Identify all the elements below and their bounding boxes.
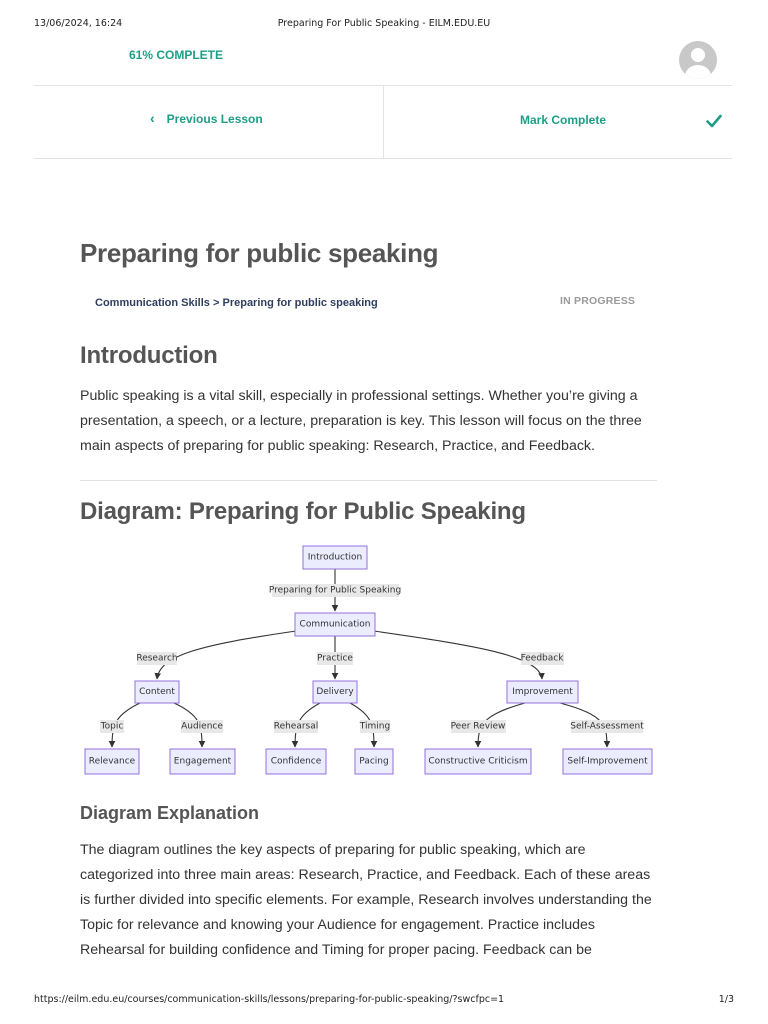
print-footer [0, 994, 768, 1008]
edge-label-rehearsal [274, 720, 319, 733]
lesson-nav-bar [34, 85, 732, 159]
edge-label-rehearsal-text: Rehearsal [273, 721, 319, 732]
status-badge: IN PROGRESS [560, 295, 636, 307]
mark-complete-button[interactable]: Mark Complete [520, 113, 607, 127]
node-relevance-text: Relevance [88, 756, 136, 767]
avatar[interactable] [679, 41, 717, 79]
edge-label-practice [317, 652, 353, 665]
node-engagement-text: Engagement [173, 756, 232, 767]
checkmark-icon[interactable] [706, 114, 722, 128]
avatar-body-shape [685, 65, 711, 79]
node-self-improvement-text: Self-Improvement [567, 756, 648, 767]
node-improvement-text: Improvement [512, 687, 573, 697]
node-pacing-text: Pacing [359, 756, 389, 767]
node-communication-text: Communication [299, 619, 371, 630]
progress-label: 61% COMPLETE [129, 48, 224, 62]
node-engagement [170, 749, 235, 774]
edge-label-feedback [521, 652, 565, 665]
edge-label-prep-text: Preparing for Public Speaking [268, 585, 402, 596]
node-self-improvement [563, 749, 652, 774]
introduction-text: Public speaking is a vital skill, especially in professional settings. Whether you’re giving a presentation, a speech, or a lecture, preparation is key. This lesson will focus on the three main aspects of preparing for public speaking: Research, Practice, and Feedback. [80, 388, 642, 454]
node-relevance [85, 749, 139, 774]
edge-communication-content [157, 631, 296, 679]
node-communication [295, 613, 375, 636]
node-improvement [507, 681, 578, 703]
edge-label-feedback-text: Feedback [520, 653, 564, 664]
avatar-head-shape [691, 48, 705, 62]
print-url: https://eilm.edu.eu/courses/communication-skills/lessons/preparing-for-public-speaking/?swcfpc=1 [34, 994, 505, 1005]
print-title: Preparing For Public Speaking - EILM.EDU.EU [277, 18, 491, 29]
edge-label-research-text: Research [136, 653, 178, 664]
edge-label-self-assessment [570, 720, 644, 733]
edge-label-practice-text: Practice [317, 653, 353, 664]
breadcrumb [95, 297, 378, 309]
flow-diagram [80, 540, 680, 785]
breadcrumb-course-link[interactable]: Communication Skills [95, 297, 210, 309]
page-title: Preparing for public speaking [80, 238, 439, 268]
node-pacing [355, 749, 393, 774]
node-confidence-text: Confidence [270, 756, 322, 767]
node-delivery-text: Delivery [316, 687, 354, 697]
print-datetime: 13/06/2024, 16:24 [34, 18, 123, 29]
edge-label-timing-text: Timing [359, 721, 391, 732]
chevron-left-icon: ‹ [150, 110, 155, 126]
node-constructive-criticism-text: Constructive Criticism [428, 756, 528, 767]
nav-divider [383, 86, 384, 158]
node-introduction-text: Introduction [307, 552, 363, 563]
edge-label-peer-review-text: Peer Review [450, 721, 506, 732]
previous-lesson-label: Previous Lesson [166, 112, 263, 126]
edge-label-research [136, 652, 177, 665]
edge-label-topic [100, 720, 124, 733]
edge-label-audience [181, 720, 223, 733]
node-delivery [313, 681, 357, 703]
node-constructive-criticism [425, 749, 531, 774]
print-page-number: 1/3 [718, 994, 734, 1005]
node-content-text: Content [139, 687, 175, 697]
diagram-heading: Diagram: Preparing for Public Speaking [80, 498, 526, 525]
previous-lesson-button[interactable] [150, 111, 263, 127]
edge-label-timing [359, 720, 390, 733]
diagram-explanation-text: The diagram outlines the key aspects of preparing for public speaking, which are categorized into three main areas: Research, Practice, and Feedback. Each of these areas is further divided into specific elements. For example, Research involves understanding the Topic for relevance and knowing your Audience for engagement. Practice includes Rehearsal for building confidence and Timing for proper pacing. Feedback can be [80, 842, 652, 958]
node-introduction [303, 546, 367, 569]
breadcrumb-separator: > [212, 297, 220, 309]
edge-label-audience-text: Audience [181, 721, 223, 732]
edge-label-peer-review [451, 720, 506, 733]
breadcrumb-lesson-link[interactable]: Preparing for public speaking [222, 297, 378, 309]
edge-label-self-assessment-text: Self-Assessment [570, 721, 644, 732]
introduction-heading: Introduction [80, 342, 218, 369]
section-divider [80, 480, 657, 481]
print-header [0, 18, 768, 32]
diagram-explanation-heading: Diagram Explanation [80, 803, 260, 823]
node-content [135, 681, 179, 703]
edge-label-topic-text: Topic [100, 721, 124, 732]
node-confidence [266, 749, 326, 774]
edge-label-prep [269, 584, 401, 597]
edge-communication-improvement [374, 631, 542, 679]
